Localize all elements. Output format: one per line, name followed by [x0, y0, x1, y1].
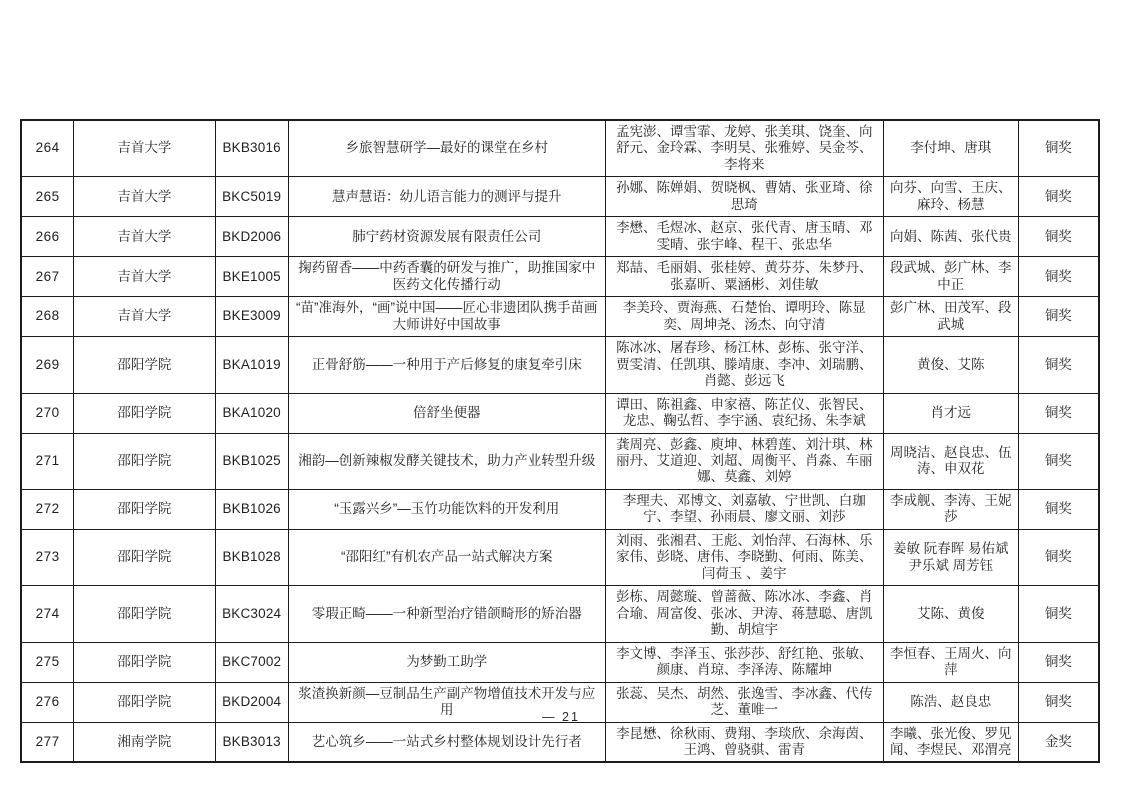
cell-university: 邵阳学院 [74, 337, 215, 393]
cell-title: “苗”准海外，“画”说中国——匠心非遗团队携手苗画大师讲好中国故事 [288, 297, 605, 337]
cell-code: BKB1025 [215, 433, 288, 489]
cell-members: 彭栋、周懿璇、曾蔷薇、陈冰冰、李鑫、肖合瑜、周富俊、张冰、尹涛、蒋慧聪、唐凯勤、胡煊宇 [605, 586, 883, 642]
cell-members: 郑喆、毛丽娟、张桂婷、黄芬芬、朱梦丹、张嘉昕、粟涵彬、刘佳敏 [605, 257, 883, 297]
cell-no: 271 [21, 433, 74, 489]
cell-university: 邵阳学院 [74, 642, 215, 682]
table-row [21, 337, 1099, 393]
cell-award: 铜奖 [1018, 257, 1099, 297]
cell-code: BKA1020 [215, 393, 288, 433]
cell-code: BKB1028 [215, 529, 288, 585]
cell-code: BKB1026 [215, 489, 288, 529]
cell-university: 邵阳学院 [74, 682, 215, 722]
cell-code: BKC3024 [215, 586, 288, 642]
cell-members: 张蕊、吴杰、胡然、张逸雪、李冰鑫、代传芝、董唯一 [605, 682, 883, 722]
cell-code: BKE3009 [215, 297, 288, 337]
cell-university: 湘南学院 [74, 722, 215, 762]
table-row [21, 722, 1099, 762]
table-row [21, 642, 1099, 682]
cell-advisors: 李恒春、王周火、向萍 [883, 642, 1018, 682]
cell-award: 铜奖 [1018, 393, 1099, 433]
cell-no: 269 [21, 337, 74, 393]
cell-title: 慧声慧语：幼儿语言能力的测评与提升 [288, 177, 605, 217]
cell-advisors: 李付坤、唐琪 [883, 120, 1018, 177]
cell-university: 吉首大学 [74, 297, 215, 337]
cell-title: 倍舒坐便器 [288, 393, 605, 433]
cell-award: 铜奖 [1018, 297, 1099, 337]
cell-title: 零瑕正畸——一种新型治疗错颌畸形的矫治器 [288, 586, 605, 642]
cell-no: 265 [21, 177, 74, 217]
table-row [21, 217, 1099, 257]
cell-members: 李懋、毛煜冰、赵京、张代青、唐玉晴、邓雯晴、张宇峰、程干、张忠华 [605, 217, 883, 257]
table-row [21, 120, 1099, 177]
cell-code: BKC5019 [215, 177, 288, 217]
cell-code: BKA1019 [215, 337, 288, 393]
cell-award: 金奖 [1018, 722, 1099, 762]
cell-title: 艺心筑乡——一站式乡村整体规划设计先行者 [288, 722, 605, 762]
cell-members: 李美玲、贾海燕、石楚怡、谭明玲、陈显奕、周坤尧、汤杰、向守清 [605, 297, 883, 337]
table-row [21, 297, 1099, 337]
cell-code: BKC7002 [215, 642, 288, 682]
cell-no: 268 [21, 297, 74, 337]
cell-members: 谭田、陈祖鑫、申家禧、陈芷仪、张智民、龙忠、鞠弘哲、李宇涵、袁纪扬、朱李斌 [605, 393, 883, 433]
cell-university: 邵阳学院 [74, 529, 215, 585]
cell-code: BKD2006 [215, 217, 288, 257]
cell-award: 铜奖 [1018, 642, 1099, 682]
cell-no: 276 [21, 682, 74, 722]
cell-award: 铜奖 [1018, 529, 1099, 585]
cell-title: “邵阳红”有机农产品一站式解决方案 [288, 529, 605, 585]
cell-title: 湘韵—创新辣椒发酵关键技术，助力产业转型升级 [288, 433, 605, 489]
cell-code: BKE1005 [215, 257, 288, 297]
cell-code: BKB3016 [215, 120, 288, 177]
cell-advisors: 向娟、陈茜、张代贵 [883, 217, 1018, 257]
cell-title: 乡旅智慧研学—最好的课堂在乡村 [288, 120, 605, 177]
cell-members: 刘雨、张湘君、王彪、刘怡萍、石海林、乐家伟、彭晓、唐伟、李晓勤、何雨、陈美、闫荷玉 、姜宇 [605, 529, 883, 585]
cell-award: 铜奖 [1018, 177, 1099, 217]
cell-no: 270 [21, 393, 74, 433]
cell-no: 264 [21, 120, 74, 177]
cell-advisors: 黄俊、艾陈 [883, 337, 1018, 393]
cell-code: BKB3013 [215, 722, 288, 762]
cell-award: 铜奖 [1018, 489, 1099, 529]
cell-advisors: 陈浩、赵良忠 [883, 682, 1018, 722]
table-row [21, 529, 1099, 585]
cell-members: 孟宪澎、谭雪霏、龙婷、张美琪、饶奎、向舒元、金玲霖、李明昊、张雅婷、吴金芩、李将来 [605, 120, 883, 177]
cell-title: 掬药留香——中药香囊的研发与推广，助推国家中医药文化传播行动 [288, 257, 605, 297]
page-number: — 21 [542, 710, 580, 724]
cell-advisors: 姜敏 阮春晖 易佑斌 尹乐斌 周芳钰 [883, 529, 1018, 585]
cell-award: 铜奖 [1018, 217, 1099, 257]
cell-no: 274 [21, 586, 74, 642]
cell-advisors: 李成舰、李涛、王妮莎 [883, 489, 1018, 529]
cell-members: 李文博、李泽玉、张莎莎、舒红艳、张敏、颜康、肖琼、李泽涛、陈耀坤 [605, 642, 883, 682]
cell-award: 铜奖 [1018, 120, 1099, 177]
cell-university: 邵阳学院 [74, 489, 215, 529]
cell-title: “玉露兴乡”—玉竹功能饮料的开发利用 [288, 489, 605, 529]
cell-university: 邵阳学院 [74, 586, 215, 642]
table-row [21, 177, 1099, 217]
cell-university: 吉首大学 [74, 120, 215, 177]
cell-code: BKD2004 [215, 682, 288, 722]
cell-university: 邵阳学院 [74, 393, 215, 433]
awards-table-body [21, 120, 1099, 762]
cell-university: 吉首大学 [74, 217, 215, 257]
table-row [21, 433, 1099, 489]
cell-university: 邵阳学院 [74, 433, 215, 489]
cell-no: 277 [21, 722, 74, 762]
cell-advisors: 向芬、向雪、王庆、麻玲、杨慧 [883, 177, 1018, 217]
table-row [21, 257, 1099, 297]
cell-advisors: 艾陈、黄俊 [883, 586, 1018, 642]
cell-members: 李理夫、邓博文、刘嘉敏、宁世凯、白珈宁、李望、孙雨晨、廖文丽、刘莎 [605, 489, 883, 529]
cell-title: 为梦勤工助学 [288, 642, 605, 682]
cell-members: 陈冰冰、屠春珍、杨江林、彭栋、张守洋、贾雯清、任凯琪、滕靖康、李冲、刘瑞鹏、肖懿、彭远飞 [605, 337, 883, 393]
cell-title: 肺宁药材资源发展有限责任公司 [288, 217, 605, 257]
table-row [21, 489, 1099, 529]
table-row [21, 393, 1099, 433]
cell-no: 272 [21, 489, 74, 529]
cell-members: 孙娜、陈婵娟、贺晓枫、曹婧、张亚琦、徐思琦 [605, 177, 883, 217]
cell-title: 浆渣换新颜—豆制品生产副产物增值技术开发与应用 [288, 682, 605, 722]
cell-university: 吉首大学 [74, 257, 215, 297]
cell-members: 龚周亮、彭鑫、庾坤、林碧莲、刘汁琪、林丽丹、艾道迎、刘超、周衡平、肖淼、车丽娜、莫鑫、刘婷 [605, 433, 883, 489]
cell-award: 铜奖 [1018, 433, 1099, 489]
cell-advisors: 肖才远 [883, 393, 1018, 433]
table-row [21, 586, 1099, 642]
cell-no: 273 [21, 529, 74, 585]
cell-title: 正骨舒筋——一种用于产后修复的康复牵引床 [288, 337, 605, 393]
cell-advisors: 段武城、彭广林、李中正 [883, 257, 1018, 297]
cell-no: 275 [21, 642, 74, 682]
cell-no: 266 [21, 217, 74, 257]
cell-university: 吉首大学 [74, 177, 215, 217]
cell-award: 铜奖 [1018, 586, 1099, 642]
cell-award: 铜奖 [1018, 337, 1099, 393]
cell-advisors: 彭广林、田茂军、段武城 [883, 297, 1018, 337]
cell-members: 李昆懋、徐秋雨、费翔、李琰欣、余海茵、王鸿、曾骁骐、雷青 [605, 722, 883, 762]
cell-award: 铜奖 [1018, 682, 1099, 722]
awards-table [20, 119, 1100, 763]
cell-advisors: 周晓洁、赵良忠、伍涛、申双花 [883, 433, 1018, 489]
cell-no: 267 [21, 257, 74, 297]
cell-advisors: 李曦、张光俊、罗见闻、李煜民、邓渭亮 [883, 722, 1018, 762]
